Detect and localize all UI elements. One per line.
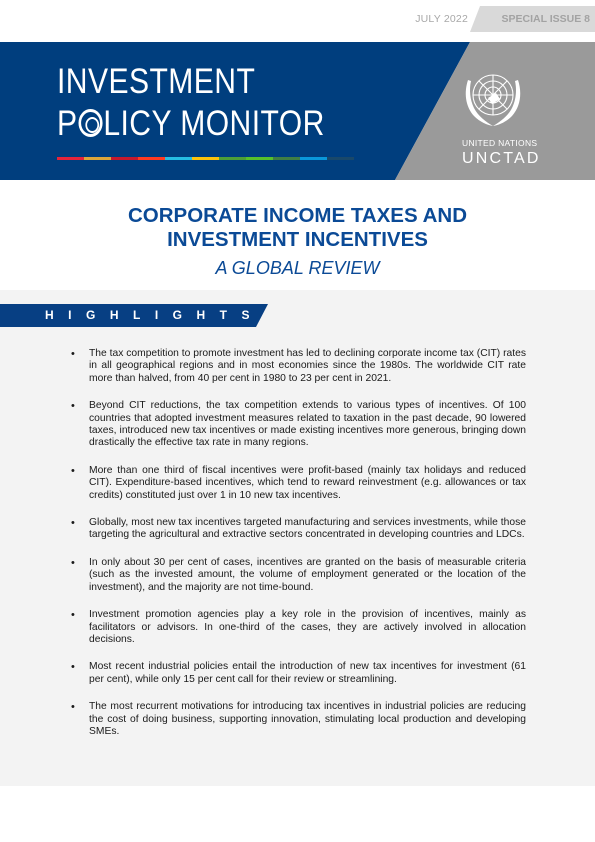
sdg-color-segment — [327, 157, 354, 160]
sdg-color-segment — [273, 157, 300, 160]
report-headline — [0, 204, 595, 252]
highlight-item: • The most recurrent motivations for introducing tax incentives in industrial policies are reducing the cost of doing business, supporting innovation, stimulating local production and developing SMEs. — [71, 701, 526, 738]
report-headline-line2: INVESTMENT INCENTIVES — [167, 228, 428, 251]
top-bar — [0, 0, 595, 40]
highlight-item: • More than one third of fiscal incentives were profit-based (mainly tax holidays and reduced CIT). Expenditure-based incentives, which tend to reward reinvestment (e.g. allowances or tax credits) constituted just over 1 in 10 new tax incentives. — [71, 465, 526, 502]
sdg-color-segment — [111, 157, 138, 160]
report-subtitle: A GLOBAL REVIEW — [215, 258, 380, 278]
sdg-color-segment — [57, 157, 84, 160]
masthead-title-line1: INVESTMENT — [57, 62, 256, 101]
special-issue-label: SPECIAL ISSUE 8 — [501, 13, 590, 25]
org-name: UNITED NATIONS — [462, 138, 538, 148]
masthead-title-p: P — [57, 104, 78, 143]
highlight-item: • In only about 30 per cent of cases, incentives are granted on the basis of measurable criteria (such as the invested amount, the volume of employment generated or the location of the investment), and the majority are not time-bound. — [71, 557, 526, 594]
highlights-label: HIGHLIGHTS — [45, 308, 264, 322]
sdg-color-segment — [165, 157, 192, 160]
sdg-color-segment — [246, 157, 273, 160]
highlight-item: • The tax competition to promote investment has led to declining corporate income tax (CIT) rates in all geographical regions and in most economies since the 1980s. The worldwide CIT rate more than halved, from 40 per cent in 1980 to 23 per cent in 2021. — [71, 348, 526, 385]
sdg-color-strip — [57, 157, 354, 160]
highlight-item: • Most recent industrial policies entail the introduction of new tax incentives for investment (61 per cent), while only 15 per cent call for their review or streamlining. — [71, 661, 526, 686]
report-headline-line1: CORPORATE INCOME TAXES AND — [127, 204, 468, 227]
highlight-item: • Globally, most new tax incentives targeted manufacturing and services investments, while those targeting the agricultural and extractive sectors concentrated in developing countries and LDCs. — [71, 517, 526, 542]
un-emblem-icon — [462, 66, 524, 130]
highlights-list — [71, 348, 526, 753]
masthead-title-rest: LICY MONITOR — [103, 104, 325, 143]
magnifier-o-icon — [78, 109, 102, 137]
sdg-color-segment — [219, 157, 246, 160]
issue-date: JULY 2022 — [415, 13, 468, 25]
sdg-color-segment — [300, 157, 327, 160]
sdg-color-segment — [192, 157, 219, 160]
highlight-item: • Investment promotion agencies play a key role in the provision of incentives, mainly as facilitators or advisors. In one-third of the cases, they are actively involved in allocation decisions. — [71, 609, 526, 646]
masthead-title-line2 — [57, 104, 325, 144]
sdg-color-segment — [84, 157, 111, 160]
highlight-item: • Beyond CIT reductions, the tax competition extends to various types of incentives. Of 100 countries that adopted investment measures related to taxation in the past decade, 90 lowered taxes, introduced new tax incentives or made existing incentives more generous, bringing down drastically the effective tax rate in many regions. — [71, 400, 526, 450]
sdg-color-segment — [138, 157, 165, 160]
org-acronym: UNCTAD — [462, 150, 541, 167]
